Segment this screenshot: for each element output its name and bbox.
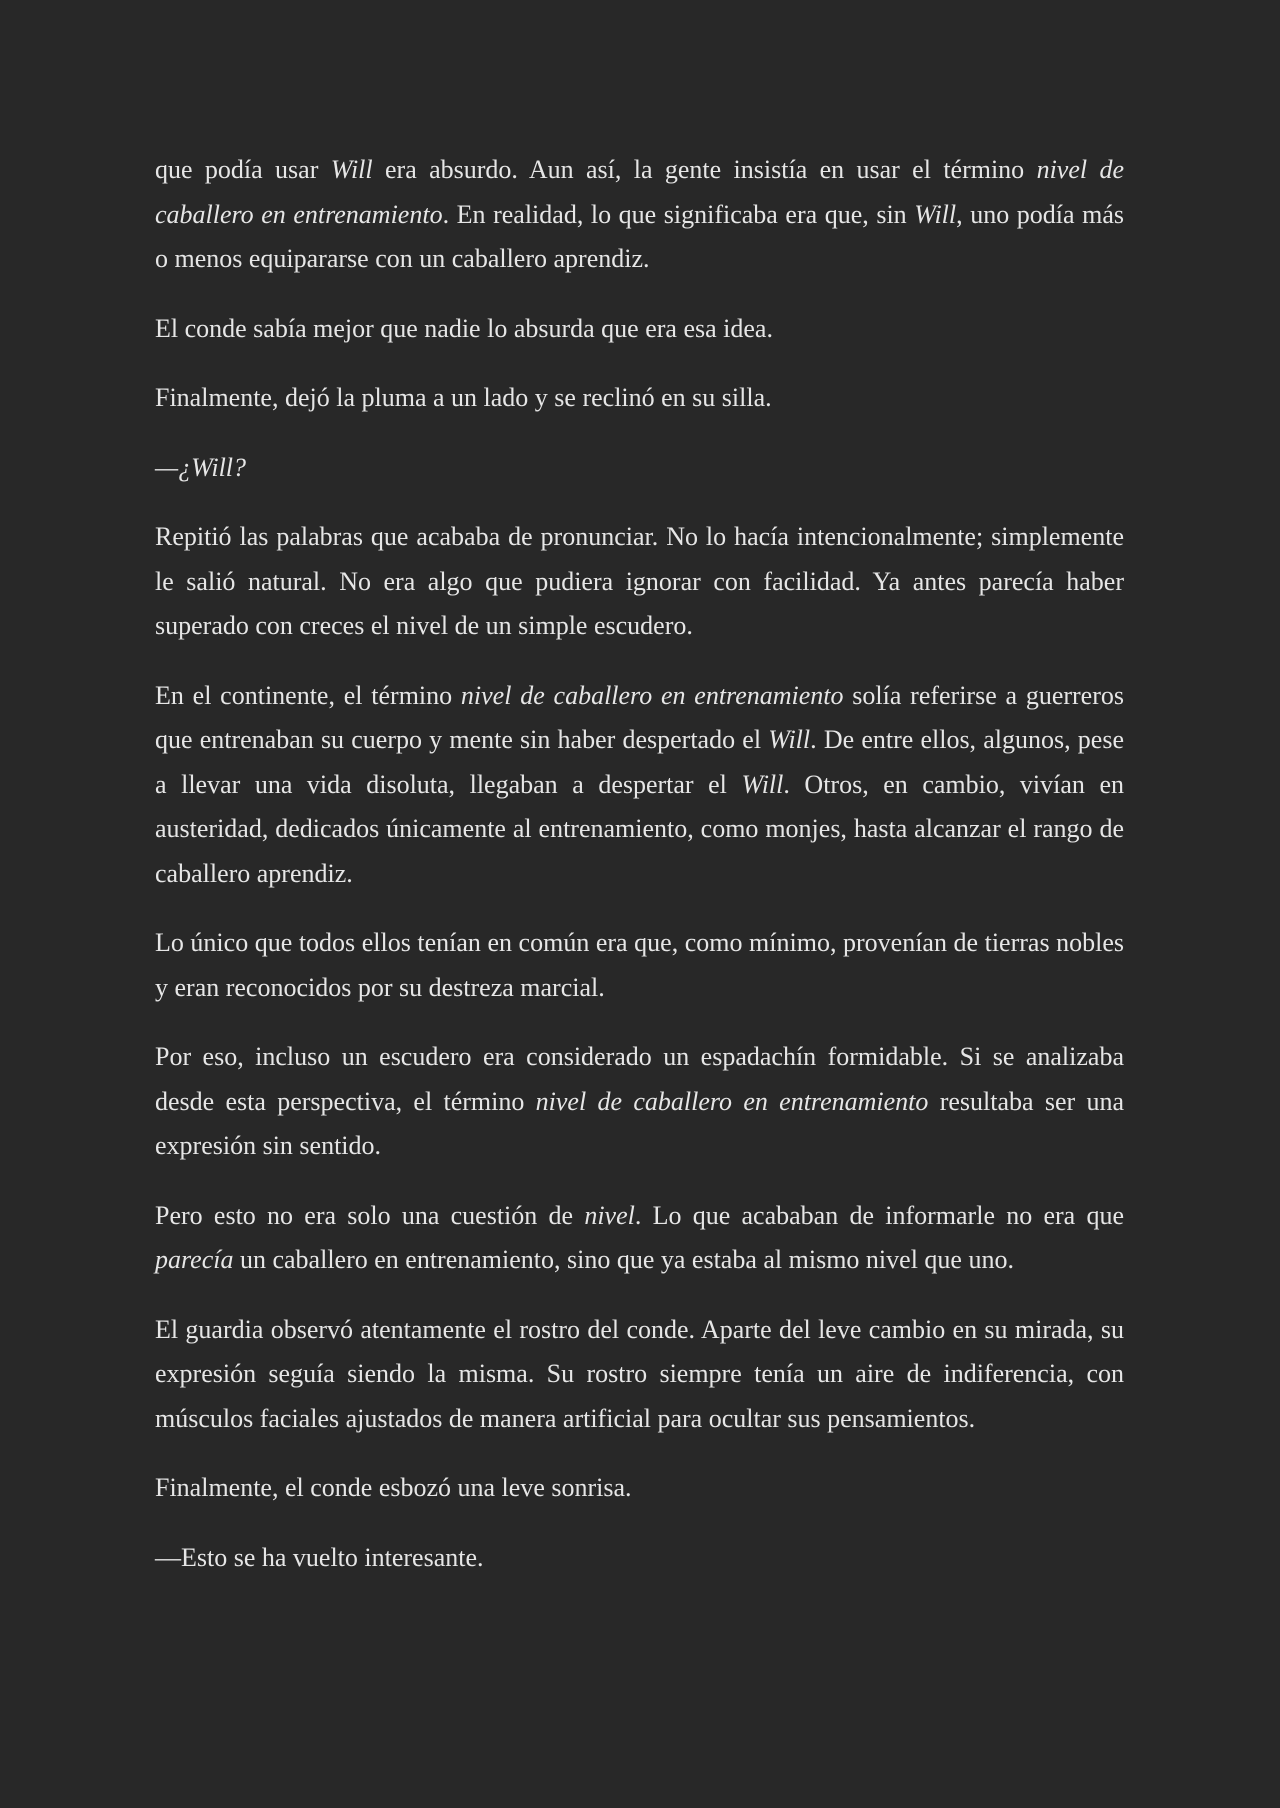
text-run: era absurdo. Aun así, la gente insistía en usar el término xyxy=(372,155,1037,184)
text-run: El conde sabía mejor que nadie lo absurda que era esa idea. xyxy=(155,313,773,343)
paragraph xyxy=(155,376,1124,421)
text-run: . Lo que acababan de informarle no era que xyxy=(634,1200,1124,1230)
text-run: , uno podía más o menos equipararse con un caballero aprendiz. xyxy=(155,199,1124,273)
text-run: El guardia observó atentamente el rostro del conde. Aparte del leve cambio en su mirada, su expresión seguía siendo la misma. Su rostro siempre tenía un aire de indiferencia, con músculos faciales ajustados de manera artificial para ocultar sus pensamientos. xyxy=(155,1314,1124,1433)
text-column xyxy=(155,148,1124,1605)
text-run: que podía usar xyxy=(155,155,331,184)
italic-run: Will xyxy=(330,155,373,184)
text-run: un caballero en entrenamiento, sino que ya estaba al mismo nivel que uno. xyxy=(233,1245,1014,1274)
text-run: Finalmente, dejó la pluma a un lado y se reclinó en su silla. xyxy=(155,383,772,412)
text-run: —Esto se ha vuelto interesante. xyxy=(155,1542,484,1572)
italic-run: nivel de caballero en entrenamiento xyxy=(535,1086,929,1116)
text-run: En el continente, el término xyxy=(155,680,461,710)
text-run: Repitió las palabras que acababa de pronunciar. No lo hacía intencionalmente; simplemente le salió natural. No era algo que pudiera ignorar con facilidad. Ya antes parecía haber superado con creces el nivel de un simple escudero. xyxy=(155,522,1124,640)
text-run: Pero esto no era solo una cuestión de xyxy=(155,1200,585,1230)
paragraph xyxy=(155,1466,1124,1511)
paragraph xyxy=(155,1308,1124,1442)
text-run: resultaba ser una expresión sin sentido. xyxy=(155,1086,1125,1160)
text-run: Finalmente, el conde esbozó una leve sonrisa. xyxy=(155,1473,632,1502)
paragraph xyxy=(155,921,1124,1010)
italic-run: parecía xyxy=(155,1245,234,1274)
italic-run: nivel xyxy=(584,1200,635,1230)
text-run: Lo único que todos ellos tenían en común era que, como mínimo, provenían de tierras nobles y eran reconocidos por su destreza marcial. xyxy=(155,928,1124,1002)
paragraph xyxy=(155,1536,1124,1581)
text-run: solía referirse a guerreros que entrenaban su cuerpo y mente sin haber despertado el xyxy=(155,680,1125,754)
italic-run: —¿Will? xyxy=(155,452,247,482)
italic-run: Will xyxy=(768,725,811,754)
paragraph xyxy=(155,307,1124,352)
italic-run: nivel de caballero en entrenamiento xyxy=(155,155,1124,229)
italic-run: nivel de caballero en entrenamiento xyxy=(460,680,844,710)
paragraph xyxy=(155,1035,1124,1169)
text-run: Por eso, incluso un escudero era considerado un espadachín formidable. Si se analizaba desde esta perspectiva, el término xyxy=(155,1042,1124,1116)
italic-run: Will xyxy=(741,769,784,799)
paragraph xyxy=(155,148,1124,282)
paragraph xyxy=(155,515,1124,649)
text-run: . De entre ellos, algunos, pese a llevar una vida disoluta, llegaban a despertar el xyxy=(155,725,1125,799)
paragraph xyxy=(155,446,1124,491)
paragraph xyxy=(155,674,1124,897)
italic-run: Will xyxy=(914,199,957,229)
text-run: . Otros, en cambio, vivían en austeridad, dedicados únicamente al entrenamiento, como monjes, hasta alcanzar el rango de caballero aprendiz. xyxy=(155,769,1124,888)
paragraph xyxy=(155,1194,1124,1283)
text-run: . En realidad, lo que significaba era que, sin xyxy=(442,199,915,229)
